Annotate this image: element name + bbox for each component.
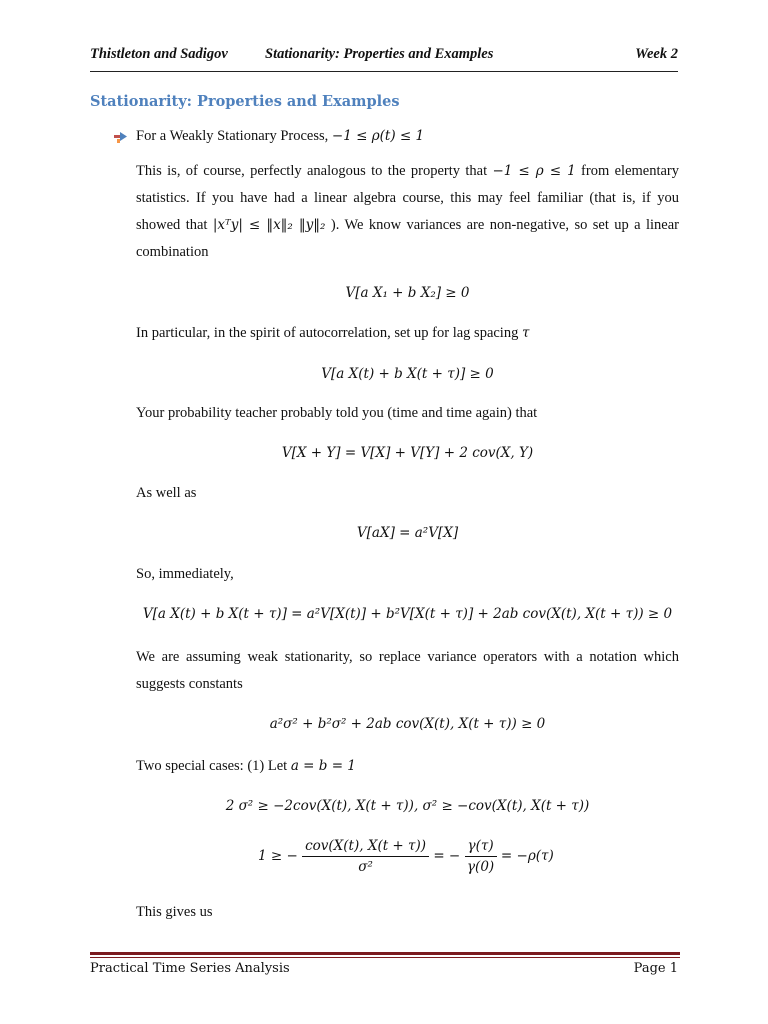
footer-page-number: Page 1 (633, 961, 678, 976)
as-well-text: As well as (136, 485, 197, 501)
paragraph-text: This is, of course, perfectly analogous to the property that (136, 163, 488, 179)
paragraph-text: from elementary statistics. If you have had a linear algebra course, this may feel familiar (that is, if you showed that (136, 163, 680, 233)
fraction-cov-over-sigma (302, 838, 429, 875)
equation-correlation-bound (0, 838, 768, 888)
weak-stationarity-text: We are assuming weak stationarity, so replace variance operators with a notation which suggests constants (136, 649, 679, 692)
eq8-mid: = − (433, 848, 461, 864)
arrow-bullet-icon (114, 130, 128, 144)
section-title: Stationarity: Properties and Examples (90, 93, 400, 110)
footer-rule (90, 952, 680, 955)
inline-math: −1 ≤ ρ ≤ 1 (492, 163, 576, 179)
fraction-numerator: γ(τ) (465, 838, 497, 857)
special-cases-math: a = b = 1 (290, 758, 356, 774)
lag-intro (136, 325, 529, 342)
gives-us-text: This gives us (136, 904, 213, 920)
header-authors: Thistleton and Sadigov (90, 46, 228, 62)
footer-course: Practical Time Series Analysis (90, 961, 290, 976)
equation-expanded: V[a X(t) + b X(t + τ)] = a²V[X(t)] + b²V[X(t + τ)] + 2ab cov(X(t), X(t + τ)) ≥ 0 (142, 606, 673, 622)
page-header (90, 46, 678, 68)
eq8-rhs: = −ρ(τ) (500, 848, 554, 864)
fraction-gamma (465, 838, 497, 875)
bullet-math: −1 ≤ ρ(t) ≤ 1 (331, 128, 425, 144)
fraction-denominator: γ(0) (466, 859, 495, 875)
lag-intro-text: In particular, in the spirit of autocorrelation, set up for lag spacing (136, 325, 519, 341)
lag-symbol: τ (521, 325, 530, 341)
special-cases-text: Two special cases: (1) Let (136, 758, 288, 774)
footer-rule-thin (90, 957, 680, 958)
bullet-text: For a Weakly Stationary Process, (136, 128, 329, 144)
header-week: Week 2 (635, 46, 678, 62)
inline-math: |xᵀy| ≤ ‖x‖₂ ‖y‖₂ (212, 217, 326, 233)
equation-linear-combination: V[a X₁ + b X₂] ≥ 0 (345, 285, 470, 301)
paragraph-analogy (136, 158, 679, 266)
header-rule (90, 71, 678, 72)
special-cases (136, 758, 356, 775)
equation-constants: a²σ² + b²σ² + 2ab cov(X(t), X(t + τ)) ≥ 0 (269, 716, 546, 732)
bullet-item (136, 128, 424, 145)
equation-lag: V[a X(t) + b X(t + τ)] ≥ 0 (321, 366, 494, 382)
fraction-denominator: σ² (358, 859, 373, 875)
fraction-numerator: cov(X(t), X(t + τ)) (302, 838, 429, 857)
equation-variance-scale: V[aX] = a²V[X] (356, 525, 459, 541)
equation-special-case: 2 σ² ≥ −2cov(X(t), X(t + τ)), σ² ≥ −cov(X(t), X(t + τ)) (225, 798, 590, 814)
header-title: Stationarity: Properties and Examples (265, 46, 494, 62)
paragraph-text: ). We know variances are non-negative, so set up a linear combination (136, 217, 680, 260)
equation-variance-sum: V[X + Y] = V[X] + V[Y] + 2 cov(X, Y) (281, 445, 534, 461)
eq8-lhs: 1 ≥ − (258, 848, 298, 864)
page-footer (90, 961, 678, 981)
teacher-text: Your probability teacher probably told you (time and time again) that (136, 405, 538, 421)
immediately-text: So, immediately, (136, 566, 234, 582)
